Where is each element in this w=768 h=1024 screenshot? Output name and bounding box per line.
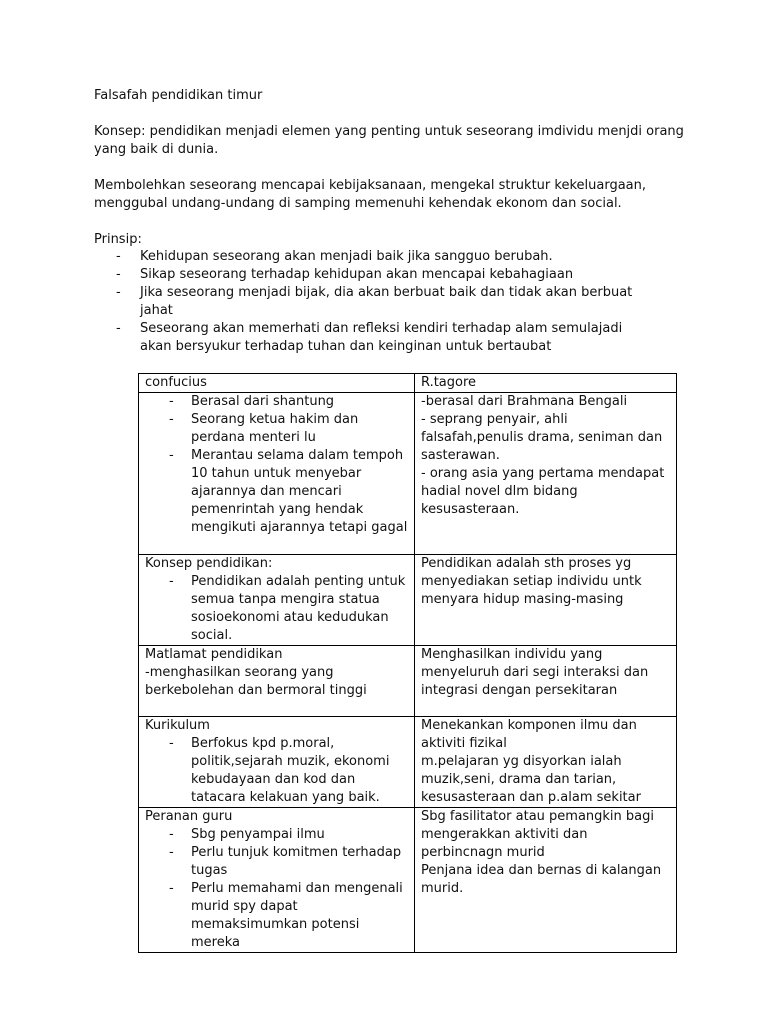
cell-line: - seprang penyair, ahli falsafah,penulis drama, seniman dan sasterawan. [421,412,663,463]
membolehkan-paragraph: Membolehkan seseorang mencapai kebijaksanaan, mengekal struktur kekeluargaan, menggubal undang-undang di samping memenuhi kehendak ekonom dan social. [94,178,646,211]
table-row [139,717,677,808]
list-item: - Perlu memahami dan mengenali murid spy dapat memaksimumkan potensi mereka [145,880,408,952]
cell-tagore-background [415,393,677,555]
cell-confucius-background [139,393,415,555]
list-item: - Seseorang akan memerhati dan refleksi kendiri terhadap alam semulajadi akan bersyukur terhadap tuhan dan keinginan untuk bertaubat [94,320,654,356]
cell-line: m.pelajaran yg disyorkan ialah muzik,seni, drama dan tarian, kesusasteraan dan p.alam sekitar [421,754,641,805]
list-item: - Seorang ketua hakim dan perdana menteri lu [145,411,408,447]
cell-heading: Peranan guru [145,809,233,824]
konsep-paragraph: Konsep: pendidikan menjadi elemen yang penting untuk seseorang imdividu menjdi orang yang baik di dunia. [94,124,684,157]
cell-line: Menekankan komponen ilmu dan aktiviti fizikal [421,718,637,751]
cell-line: Penjana idea dan bernas di kalangan murid. [421,863,662,896]
list-item: - Jika seseorang menjadi bijak, dia akan berbuat baik dan tidak akan berbuat jahat [94,284,654,320]
table-header-row [139,374,677,393]
cell-heading: Konsep pendidikan: [145,556,273,571]
cell-heading: Kurikulum [145,718,210,733]
list-item: - Sikap seseorang terhadap kehidupan akan mencapai kebahagiaan [94,266,654,284]
table-row [139,808,677,953]
cell-tagore-peranan [415,808,677,953]
list-item: - Sbg penyampai ilmu [145,826,408,844]
list-item: - Berfokus kpd p.moral, politik,sejarah muzik, ekonomi kebudayaan dan kod dan tatacara kelakuan yang baik. [145,735,408,807]
header-confucius: confucius [139,374,415,393]
cell-confucius-kurikulum [139,717,415,808]
cell-text: -menghasilkan seorang yang berkebolehan dan bermoral tinggi [145,665,367,698]
cell-confucius-matlamat [139,646,415,717]
list-item: - Kehidupan seseorang akan menjadi baik jika sangguo berubah. [94,248,654,266]
cell-confucius-peranan [139,808,415,953]
table-row [139,393,677,555]
header-tagore: R.tagore [415,374,677,393]
list-item: - Perlu tunjuk komitmen terhadap tugas [145,844,408,880]
table-row [139,555,677,646]
cell-line: -berasal dari Brahmana Bengali [421,394,628,409]
cell-tagore-matlamat: Menghasilkan individu yang menyeluruh dari segi interaksi dan integrasi dengan persekitaran [415,646,677,717]
cell-confucius-konsep [139,555,415,646]
bullet-list [145,393,408,537]
cell-tagore-kurikulum [415,717,677,808]
bullet-list [145,826,408,952]
list-item: - Merantau selama dalam tempoh 10 tahun untuk menyebar ajarannya dan mencari pemenrintah yang hendak mengikuti ajarannya tetapi gagal [145,447,408,537]
list-item: - Pendidikan adalah penting untuk semua tanpa mengira statua sosioekonomi atau kedudukan social. [145,573,408,645]
prinsip-list [94,248,654,356]
comparison-table [138,373,677,953]
cell-line: Sbg fasilitator atau pemangkin bagi mengerakkan aktiviti dan perbincnagn murid [421,809,654,860]
cell-tagore-konsep: Pendidikan adalah sth proses yg menyediakan setiap individu untk menyara hidup masing-masing [415,555,677,646]
list-item: - Berasal dari shantung [145,393,408,411]
page-title: Falsafah pendidikan timur [94,88,263,103]
bullet-list [145,735,408,807]
cell-line: - orang asia yang pertama mendapat hadial novel dlm bidang kesusasteraan. [421,466,665,517]
table-row [139,646,677,717]
cell-heading: Matlamat pendidikan [145,647,283,662]
bullet-list [145,573,408,645]
prinsip-label: Prinsip: [94,232,142,247]
